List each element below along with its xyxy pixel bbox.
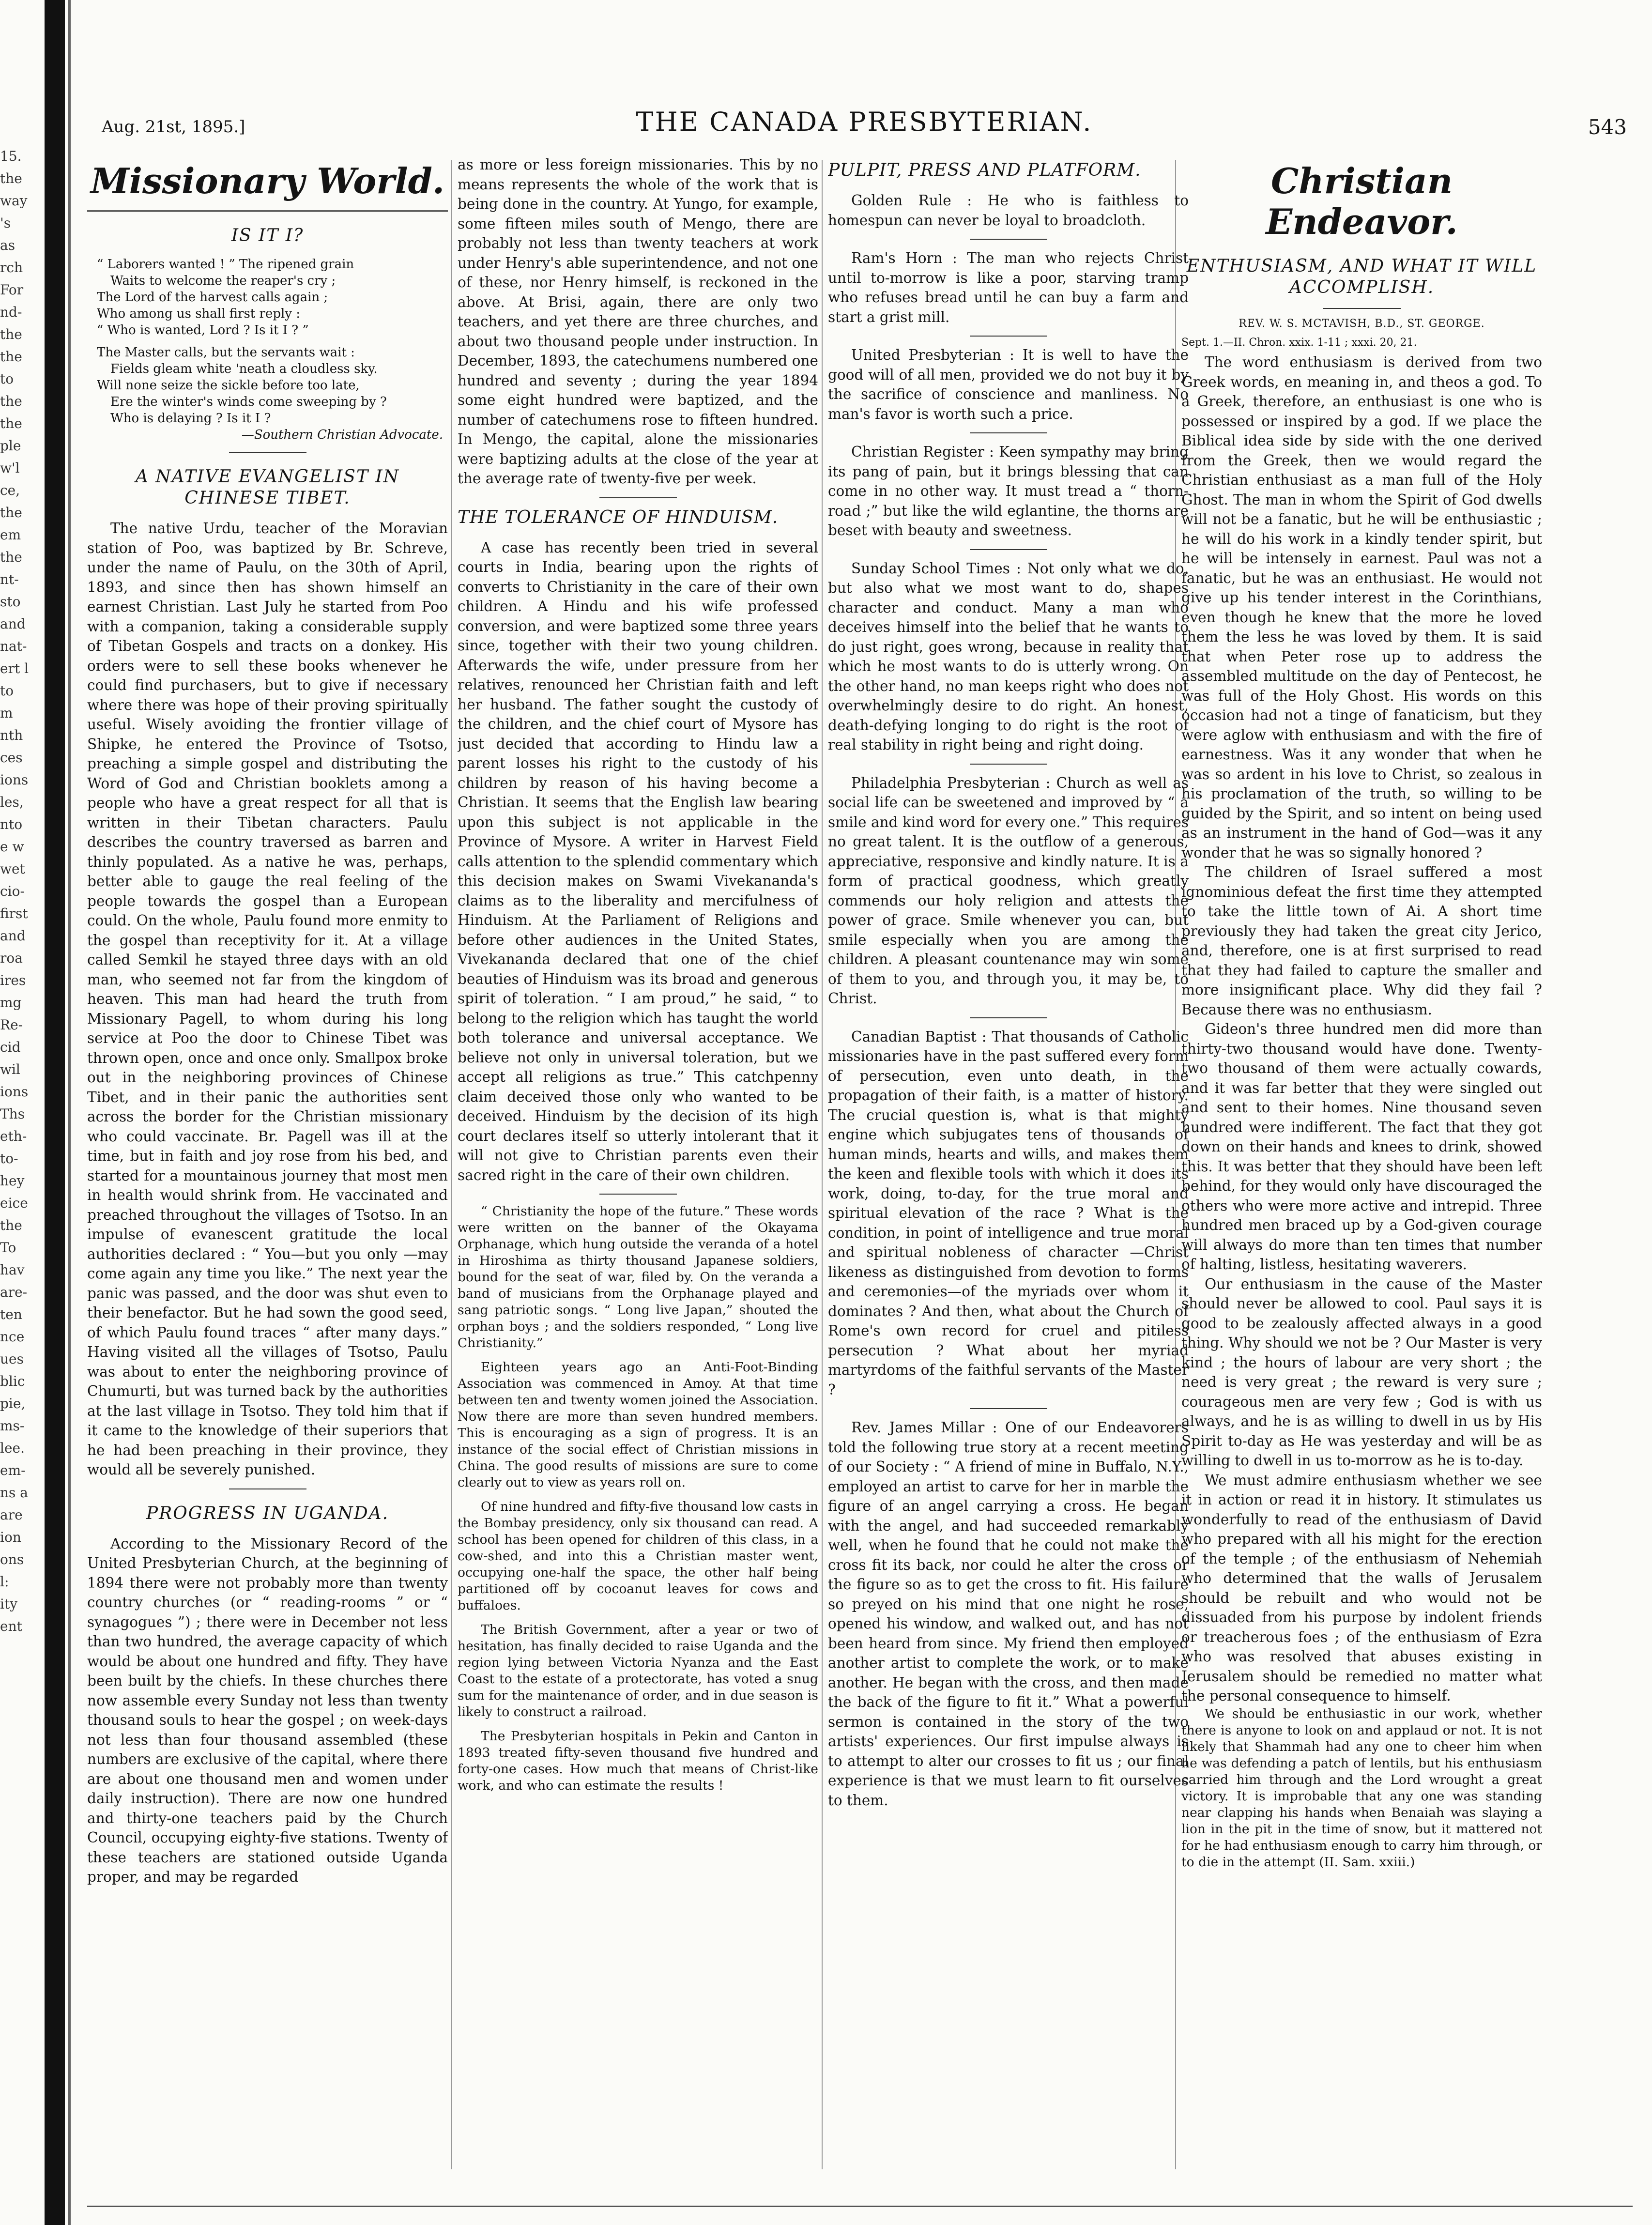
quotation: Rev. James Millar : One of our Endeavorers told the following true story at a recent meeting of our Society : “ A friend of mine in Buffalo, N.Y., employed an artist to carve for her in marble the figure of an angel carrying a cross. He began with the angel, and had succeeded remarkably well, when he found that he could not make the cross fit its back, nor could he alter the cross or the figure so as to get the cross to fit. His failure so preyed on his mind that one night he rose, opened his window, and walked out, and has not been heard from since. My friend then employed another artist to complete the work, or to make another. He began with the cross, and then made the back of the figure to fit it.” What a powerful sermon is contained in the story of the two artists' experiences. Our first impulse always is to attempt to alter our crosses to fit us ; our final experience is that we must learn to fit ourselves to them.	[828, 1419, 1189, 1809]
newspaper-title: THE CANADA PRESBYTERIAN.	[636, 107, 1093, 137]
section-title-progress-uganda: PROGRESS IN UGANDA.	[146, 1503, 389, 1523]
poem	[97, 256, 448, 443]
column-2	[458, 155, 818, 2189]
pulpit-press-platform-heading: PULPIT, PRESS AND PLATFORM.	[828, 160, 1141, 180]
page-header	[102, 107, 1627, 145]
quotation: Golden Rule : He who is faithless to homespun can never be loyal to broadcloth.	[828, 192, 1189, 229]
section-rule	[970, 1408, 1047, 1409]
quotation: Christian Register : Keen sympathy may bring its pang of pain, but it brings blessing that can come in no other way. It must tread a “ thorn-road ;” but like the wild eglantine, the thorns are beset with beauty and sweetness.	[828, 444, 1189, 538]
issue-date: Aug. 21st, 1895.]	[102, 117, 245, 137]
news-note: Of nine hundred and fifty-five thousand low casts in the Bombay presidency, only six thousand can read. A school has been opened for children of this class, in a cow-shed, and into this a Christian master went, occupying one-half the space, the other half being partitioned off by cocoanut leaves for cows and buffaloes.	[458, 1499, 818, 1613]
section-rule	[970, 239, 1047, 240]
article-text: The native Urdu, teacher of the Moravian station of Poo, was baptized by Br. Schreve, under the name of Paulu, on the 30th of April, 1893, and since then has shown himself an earnest Christian. Last July he started from Poo with a companion, taking a considerable supply of Tibetan Gospels and tracts on a donkey. His orders were to sell these books whenever he could find purchasers, but to give if necessary where there was hope of their proving spiritually useful. Wisely avoiding the frontier village of Shipke, he entered the Province of Tsotso, preaching a simple gospel and distributing the Word of God and Christian booklets among a people who have a great respect for all that is written in their Tibetan characters. Paulu describes the country traversed as barren and thinly populated. As a native he was, perhaps, better able to gauge the real feeling of the people towards the gospel than a European could. On the whole, Paulu found more enmity to the gospel than receptivity for it. At a village called Semkil he stayed three days with an old man, who seemed not far from the kingdom of heaven. This man had heard the truth from Missionary Pagell, to whom during his long service at Poo the door to Chinese Tibet was thrown open, once and once only. Smallpox broke out in the neighboring provinces of Chinese Tibet, and in their panic the authorities sent across the border for the Christian missionary who could vaccinate. Br. Pagell was ill at the time, but in faith and joy rose from his bed, and started for a mountainous journey that most men in health would shrink from. He vaccinated and preached throughout the villages of Tsotso. In an impulse of evanescent gratitude the local authorities declared : “ You—but you only —may come again any time you like.” The next year the panic was passed, and the door was shut even to their benefactor. But he had sown the good seed, of which Paulu found traces “ after many days.” Having visited all the villages of Tsotso, Paulu was about to enter the neighboring province of Chumurti, but was turned back by the authorities at the last village in Tsotso. They told him that if it came to the knowledge of their superiors that he had been preaching in their province, they would all be severely punished.	[87, 520, 448, 1478]
section-title-tolerance-hinduism: THE TOLERANCE OF HINDUISM.	[458, 507, 779, 527]
poem-title: IS IT I?	[231, 226, 304, 246]
article-text: A case has recently been tried in several courts in India, bearing upon the rights of converts to Christianity in the care of their own children. A Hindu and his wife professed conversion, and were baptized some three years since, together with their two young children. Afterwards the wife, under pressure from her relatives, renounced her Christian faith and left her husband. The father sought the custody of the children, and the chief court of Mysore has just decided that according to Hindu law a parent losses his right to the custody of his children by reason of his having become a Christian. It seems that the English law bearing upon this subject is not applicable in the Province of Mysore. A writer in Harvest Field calls attention to the splendid commentary which this decision makes on Swami Vivekananda's claims as to the liberality and mercifulness of Hinduism. At the Parliament of Religions and before other audiences in the United States, Vivekananda declared that one of the chief beauties of Hinduism was its broad and generous spirit of toleration. “ I am proud,” he said, “ to belong to the religion which has taught the world both tolerance and universal acceptance. We believe not only in universal toleration, but we accept all religions as true.” This catchpenny claim deceived those only who wanted to be deceived. Hinduism by the decision of its high court declares itself so utterly intolerant that it will not give to Christian parents even their sacred right in the care of their own children.	[458, 539, 818, 1183]
quotation: United Presbyterian : It is well to have the good will of all men, provided we do not buy it by the sacrifice of conscience and manliness. No man's favor is worth such a price.	[828, 347, 1189, 422]
gutter-fragments: 15. the way 's as rch For nd- the the to the the ple w'l ce, the em the nt- sto and nat- ert l to m nth ces ions les, nto e w wet cio- first and roa ires mg Re- cid wil ions Ths eth- to- hey eice the To hav are- ten nce ues blic pie, ms- lee. em- ns a are ion ons l: ity ent	[0, 148, 29, 1634]
section-rule	[970, 1017, 1047, 1018]
quotation: Philadelphia Presbyterian : Church as well as social life can be sweetened and improved by “ a smile and kind word for every one.” This requires no great talent. It is the outflow of a generous, appreciative, responsive and kindly nature. It is a form of practical goodness, which greatly commends our holy religion and attests the power of grace. Smile whenever you can, but smile especially when you are among the children. A pleasant countenance may win some of them to you, and through you, it may be, to Christ.	[828, 774, 1189, 1007]
author-byline: REV. W. S. MCTAVISH, B.D., ST. GEORGE.	[1239, 318, 1485, 330]
page-number: 543	[1588, 115, 1627, 139]
poem-line: Ere the winter's winds come sweeping by ?	[110, 395, 387, 409]
section-rule	[1323, 308, 1401, 309]
section-rule	[229, 452, 306, 453]
section-rule	[599, 1194, 677, 1195]
poem-line: Waits to welcome the reaper's cry ;	[110, 274, 336, 288]
article-text: The children of Israel suffered a most ignominious defeat the first time they attempted to take the little town of Ai. A short time previously they had taken the great city Jerico, and, therefore, one is at first surprised to read that they had failed to capture the smaller and more insignificant place. Why did they fail ? Because there was no enthusiasm.	[1181, 864, 1542, 1018]
quotation: Ram's Horn : The man who rejects Christ until to-morrow is like a poor, starving tramp who refuses bread until he can buy a farm and start a grist mill.	[828, 250, 1189, 325]
heading-rule	[87, 210, 448, 212]
binding-gutter	[0, 0, 87, 2225]
news-note: The Presbyterian hospitals in Pekin and Canton in 1893 treated fifty-seven thousand five hundred and forty-one cases. How much that means of Christ-like work, and who can estimate the results !	[458, 1729, 818, 1793]
poem-line: Fields gleam white 'neath a cloudless sky.	[110, 362, 378, 376]
column-4	[1181, 155, 1542, 2189]
column-rule	[822, 160, 823, 2169]
poem-attribution: —Southern Christian Advocate.	[241, 428, 443, 442]
poem-line: The Lord of the harvest calls again ;	[97, 290, 328, 305]
section-rule	[229, 1488, 306, 1489]
quotation: Sunday School Times : Not only what we do, but also what we most want to do, shapes character and conduct. Many a man who deceives himself into the belief that he wants to do just right, goes wrong, because in reality that which he most wants to do is utterly wrong. On the other hand, no man keeps right who does not overwhelmingly desire to do right. An honest, death-defying longing to do right is the root of real stability in right being and right doing.	[828, 560, 1189, 753]
article-text: Gideon's three hundred men did more than thirty-two thousand would have done. Twenty-two thousand of them were actually cowards, and it was far better that they were singled out and sent to their homes. Nine thousand seven hundred were indifferent. The fact that they got down on their hands and knees to drink, showed this. It was better that they should have been left behind, for they would only have discouraged the others who were more active and intrepid. Three hundred men braced up by a God-given courage will always do more than ten times that number of halting, listless, hesitating waverers.	[1181, 1021, 1542, 1273]
news-note: The British Government, after a year or two of hesitation, has finally decided to raise Uganda and the region lying between Victoria Nyanza and the East Coast to the estate of a protectorate, has voted a snug sum for the maintenance of order, and in due season is likely to construct a railroad.	[458, 1622, 818, 1719]
section-rule	[970, 336, 1047, 337]
column-1	[87, 155, 448, 2189]
article-text: According to the Missionary Record of the United Presbyterian Church, at the beginning of 1894 there were not probably more than twenty country churches (or “ reading-rooms ” or “ synagogues ”) ; there were in December not less than two hundred, the average capacity of which would be about one hundred and fifty. They have been built by the chiefs. In these churches there now assemble every Sunday not less than twenty thousand souls to hear the gospel ; on week-days not less than four thousand assembled (these numbers are exclusive of the capital, where there are about one thousand men and women under daily instruction). There are now one hundred and thirty-one teachers paid by the Church Council, occupying eighty-five stations. Twenty of these teachers are stationed outside Uganda proper, and may be regarded	[87, 1535, 448, 1885]
section-title-native-evangelist: A NATIVE EVANGELIST IN CHINESE TIBET.	[135, 467, 400, 508]
column-rule	[451, 160, 452, 2169]
poem-line: Who is delaying ? Is it I ?	[110, 411, 271, 426]
section-rule	[970, 549, 1047, 550]
poem-line: “ Laborers wanted ! ” The ripened grain	[97, 257, 354, 272]
quotation: Canadian Baptist : That thousands of Catholic missionaries have in the past suffered every form of persecution, even unto death, in the propagation of their faith, is a matter of history. The crucial question is, what is that mighty engine which subjugates tens of thousands of human minds, hearts and wills, and makes them the keen and flexible tools with which it does its work, doing, to-day, for the true moral and spiritual elevation of the race ? What is the condition, in point of intelligence and true moral and spiritual nobleness of character —Christ likeness as distinguished from devotion to forms and ceremonies—of the myriads over whom it dominates ? And then, what about the Church of Rome's own record for cruel and pitiless persecution ? What about her myriad martyrdoms of the faithful servants of the Master ?	[828, 1028, 1189, 1398]
article-text: as more or less foreign missionaries. This by no means represents the whole of the work that is being done in the country. At Yungo, for example, some fifteen miles south of Mengo, there are probably not less than twenty teachers at work under Henry's able superintendence, and not one of these, nor Henry himself, is reckoned in the above. At Brisi, again, there are only two teachers, and yet there are three churches, and about two thousand people under instruction. In December, 1893, the catechumens numbered one hundred and seventy ; during the year 1894 some eight hundred were baptized, and the number of catechumens rose to fifteen hundred. In Mengo, the capital, alone the missionaries were baptizing adults at the close of the year at the average rate of twenty-five per week.	[458, 156, 818, 487]
column-3	[828, 155, 1189, 2189]
scripture-reference: Sept. 1.—II. Chron. xxix. 1-11 ; xxxi. 20, 21.	[1181, 337, 1417, 349]
article-text: Our enthusiasm in the cause of the Master should never be allowed to cool. Paul says it is good to be zealously affected always in a good thing. Why should we not be ? Our Master is very kind ; the hours of labour are very short ; the need is very great ; the reward is very sure ; courageous men are very few ; God is with us always, and he is as willing to dwell in us by His Spirit to-day as He was yesterday and will be as willing to dwell in us to-morrow as he is to-day.	[1181, 1275, 1542, 1469]
article-title-enthusiasm: ENTHUSIASM, AND WHAT IT WILL ACCOMPLISH.	[1186, 256, 1537, 297]
article-text: The word enthusiasm is derived from two Greek words, en meaning in, and theos a god. To a Greek, therefore, an enthusiast is one who is possessed or inspired by a god. If we place the Biblical idea side by side with the one derived from the Greek, then we would regard the Christian enthusiast as a man full of the Holy Ghost. The man in whom the Spirit of God dwells will not be a fanatic, but he will be enthusiastic ; he will do his work in a kindly tender spirit, but he will be intensely in earnest. Paul was not a fanatic, but he was an enthusiast. He would not give up his tender interest in the Corinthians, even though he knew that the more he loved them the less he was loved by them. It is said that when Peter rose up to address the assembled multitude on the day of Pentecost, he was full of the Holy Ghost. His words on this occasion had not a tinge of fanaticism, but they were aglow with enthusiasm and with the fire of earnestness. Was it any wonder that when he was so ardent in his love to Christ, so zealous in his proclamation of the truth, so willing to be guided by the Spirit, and so intent on being used as an instrument in the hand of God—was it any wonder that he was so signally honored ?	[1181, 354, 1542, 861]
news-note: Eighteen years ago an Anti-Foot-Binding Association was commenced in Amoy. At that time between ten and twenty women joined the Association. Now there are more than seven hundred members. This is encouraging as a sign of progress. It is an instance of the social effect of Christian missions in China. The good results of missions are sure to come clearly out to view as years roll on.	[458, 1360, 818, 1490]
poem-line: Will none seize the sickle before too late,	[97, 378, 360, 393]
section-rule	[970, 432, 1047, 433]
page-bottom-rule	[87, 2206, 1633, 2207]
section-rule	[970, 764, 1047, 765]
scan-binding-edge	[45, 0, 65, 2225]
missionary-world-heading: Missionary World.	[90, 160, 445, 201]
news-note: “ Christianity the hope of the future.” These words were written on the banner of the Okayama Orphanage, which hung outside the veranda of a hotel in Hiroshima as thirty thousand Japanese soldiers, bound for the seat of war, filed by. On the veranda a band of musicians from the Orphanage played and sang patriotic songs. “ Long live Japan,” shouted the orphan boys ; and the soldiers responded, “ Long live Christianity.”	[458, 1204, 818, 1350]
christian-endeavor-heading: Christian Endeavor.	[1266, 160, 1458, 242]
poem-line: Who among us shall first reply :	[97, 307, 300, 321]
section-rule	[599, 497, 677, 498]
poem-line: “ Who is wanted, Lord ? Is it I ? ”	[97, 323, 309, 338]
scan-binding-shadow	[68, 0, 71, 2225]
article-text: We must admire enthusiasm whether we see it in action or read it in history. It stimulates us wonderfully to read of the enthusiasm of David who prepared with all his might for the erection of the temple ; of the enthusiasm of Nehemiah who determined that the walls of Jerusalem should be rebuilt and who would not be dissuaded from his purpose by indolent friends or treacherous foes ; of the enthusiasm of Ezra who was resolved that abuses existing in Jerusalem should be remedied no matter what the personal consequence to himself.	[1181, 1472, 1542, 1704]
article-text: We should be enthusiastic in our work, whether there is anyone to look on and applaud or not. It is not likely that Shammah had any one to cheer him when he was defending a patch of lentils, but his enthusiasm carried him through and the Lord wrought a great victory. It is improbable that any one was standing near clapping his hands when Benaiah was slaying a lion in the pit in the time of snow, but it mattered not for he had enthusiasm enough to carry him through, or to die in the attempt (II. Sam. xxiii.)	[1181, 1706, 1542, 1870]
poem-line: The Master calls, but the servants wait :	[97, 345, 355, 360]
